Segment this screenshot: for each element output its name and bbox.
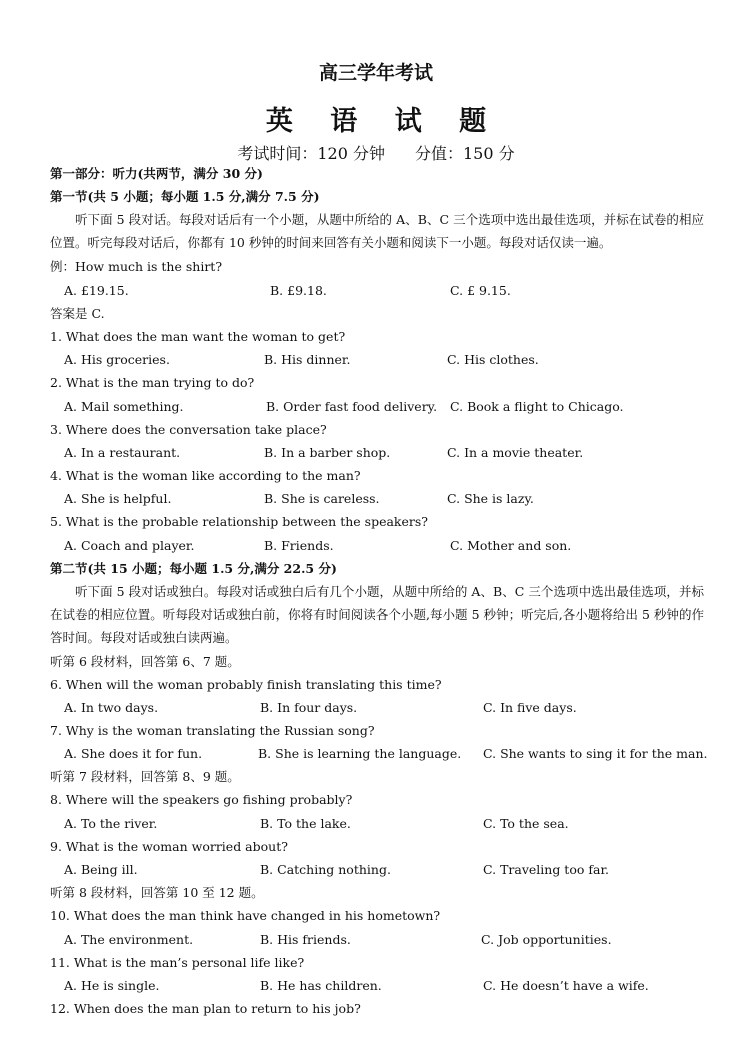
question-1: 1. What does the man want the woman to get? [50, 329, 346, 344]
q4-option-a: A. She is helpful. [64, 491, 172, 506]
q7-option-b: B. She is learning the language. [258, 746, 462, 761]
q5-option-c: C. Mother and son. [450, 538, 572, 553]
q4-option-c: C. She is lazy. [447, 491, 534, 506]
q11-option-a: A. He is single. [64, 978, 160, 993]
q7-option-a: A. She does it for fun. [64, 746, 203, 761]
q8-option-b: B. To the lake. [260, 816, 351, 831]
q8-option-c: C. To the sea. [483, 816, 569, 831]
q6-option-c: C. In five days. [483, 700, 577, 715]
question-10: 10. What does the man think have changed in his hometown? [50, 908, 441, 923]
exam-time: 考试时间：120 分钟 [237, 144, 385, 163]
q9-option-a: A. Being ill. [64, 862, 138, 877]
exam-title: 高三学年考试 [318, 62, 433, 84]
section1-heading: 第一节(共 5 小题；每小题 1.5 分,满分 7.5 分) [50, 189, 320, 204]
question-5: 5. What is the probable relationship between the speakers? [50, 514, 428, 529]
q2-option-b: B. Order fast food delivery. [266, 399, 438, 414]
question-3: 3. Where does the conversation take place? [50, 422, 327, 437]
subject-title: 英 语 试 题 [265, 106, 501, 137]
question-4: 4. What is the woman like according to the man? [50, 468, 361, 483]
section2-instructions: 听下面 5 段对话或独白。每段对话或独白后有几个小题，从题中所给的 A、B、C 三个选项中选出最佳选项，并标在试卷的相应位置。听每段对话或独白前，你将有时间阅读各个小题,每小题 5 秒钟；听完后,各小题将给出 5 秒钟的作答时间。每段对话或独白读两遍。 [50, 584, 704, 645]
q1-option-a: A. His groceries. [64, 352, 170, 367]
q3-option-a: A. In a restaurant. [64, 445, 181, 460]
q1-option-b: B. His dinner. [264, 352, 351, 367]
q5-option-a: A. Coach and player. [64, 538, 195, 553]
question-6: 6. When will the woman probably finish translating this time? [50, 677, 442, 692]
q8-option-a: A. To the river. [64, 816, 158, 831]
q10-option-c: C. Job opportunities. [481, 932, 612, 947]
q7-option-c: C. She wants to sing it for the man. [483, 746, 708, 761]
q11-option-c: C. He doesn’t have a wife. [483, 978, 649, 993]
q2-option-a: A. Mail something. [64, 399, 184, 414]
q9-option-b: B. Catching nothing. [260, 862, 391, 877]
material-8-note: 听第 8 段材料，回答第 10 至 12 题。 [50, 885, 264, 900]
material-6-note: 听第 6 段材料，回答第 6、7 题。 [50, 654, 240, 669]
question-12: 12. When does the man plan to return to his job? [50, 1001, 361, 1016]
section2-heading: 第二节(共 15 小题；每小题 1.5 分,满分 22.5 分) [50, 561, 337, 576]
example-option-b: B. £9.18. [270, 283, 327, 298]
q5-option-b: B. Friends. [264, 538, 334, 553]
q4-option-b: B. She is careless. [264, 491, 380, 506]
material-7-note: 听第 7 段材料，回答第 8、9 题。 [50, 769, 240, 784]
section1-instructions: 听下面 5 段对话。每段对话后有一个小题，从题中所给的 A、B、C 三个选项中选出最佳选项，并标在试卷的相应位置。听完每段对话后，你都有 10 秒钟的时间来回答有关小题和阅读下一小题。每段对话仅读一遍。 [50, 212, 704, 250]
q1-option-c: C. His clothes. [447, 352, 539, 367]
question-2: 2. What is the man trying to do? [50, 375, 255, 390]
q6-option-a: A. In two days. [64, 700, 159, 715]
q3-option-b: B. In a barber shop. [264, 445, 391, 460]
example-option-c: C. £ 9.15. [450, 283, 511, 298]
exam-meta [0, 141, 752, 164]
exam-score: 分值：150 分 [415, 144, 515, 163]
q3-option-c: C. In a movie theater. [447, 445, 584, 460]
question-9: 9. What is the woman worried about? [50, 839, 288, 854]
q6-option-b: B. In four days. [260, 700, 358, 715]
example-answer: 答案是 C. [50, 306, 105, 321]
q2-option-c: C. Book a flight to Chicago. [450, 399, 624, 414]
q9-option-c: C. Traveling too far. [483, 862, 610, 877]
example-question: 例：How much is the shirt? [50, 259, 223, 274]
example-option-a: A. £19.15. [64, 283, 129, 298]
question-7: 7. Why is the woman translating the Russian song? [50, 723, 375, 738]
q10-option-b: B. His friends. [260, 932, 351, 947]
question-8: 8. Where will the speakers go fishing probably? [50, 792, 353, 807]
q10-option-a: A. The environment. [64, 932, 194, 947]
question-11: 11. What is the man’s personal life like? [50, 955, 305, 970]
q11-option-b: B. He has children. [260, 978, 382, 993]
part1-heading: 第一部分：听力(共两节，满分 30 分) [50, 166, 263, 181]
